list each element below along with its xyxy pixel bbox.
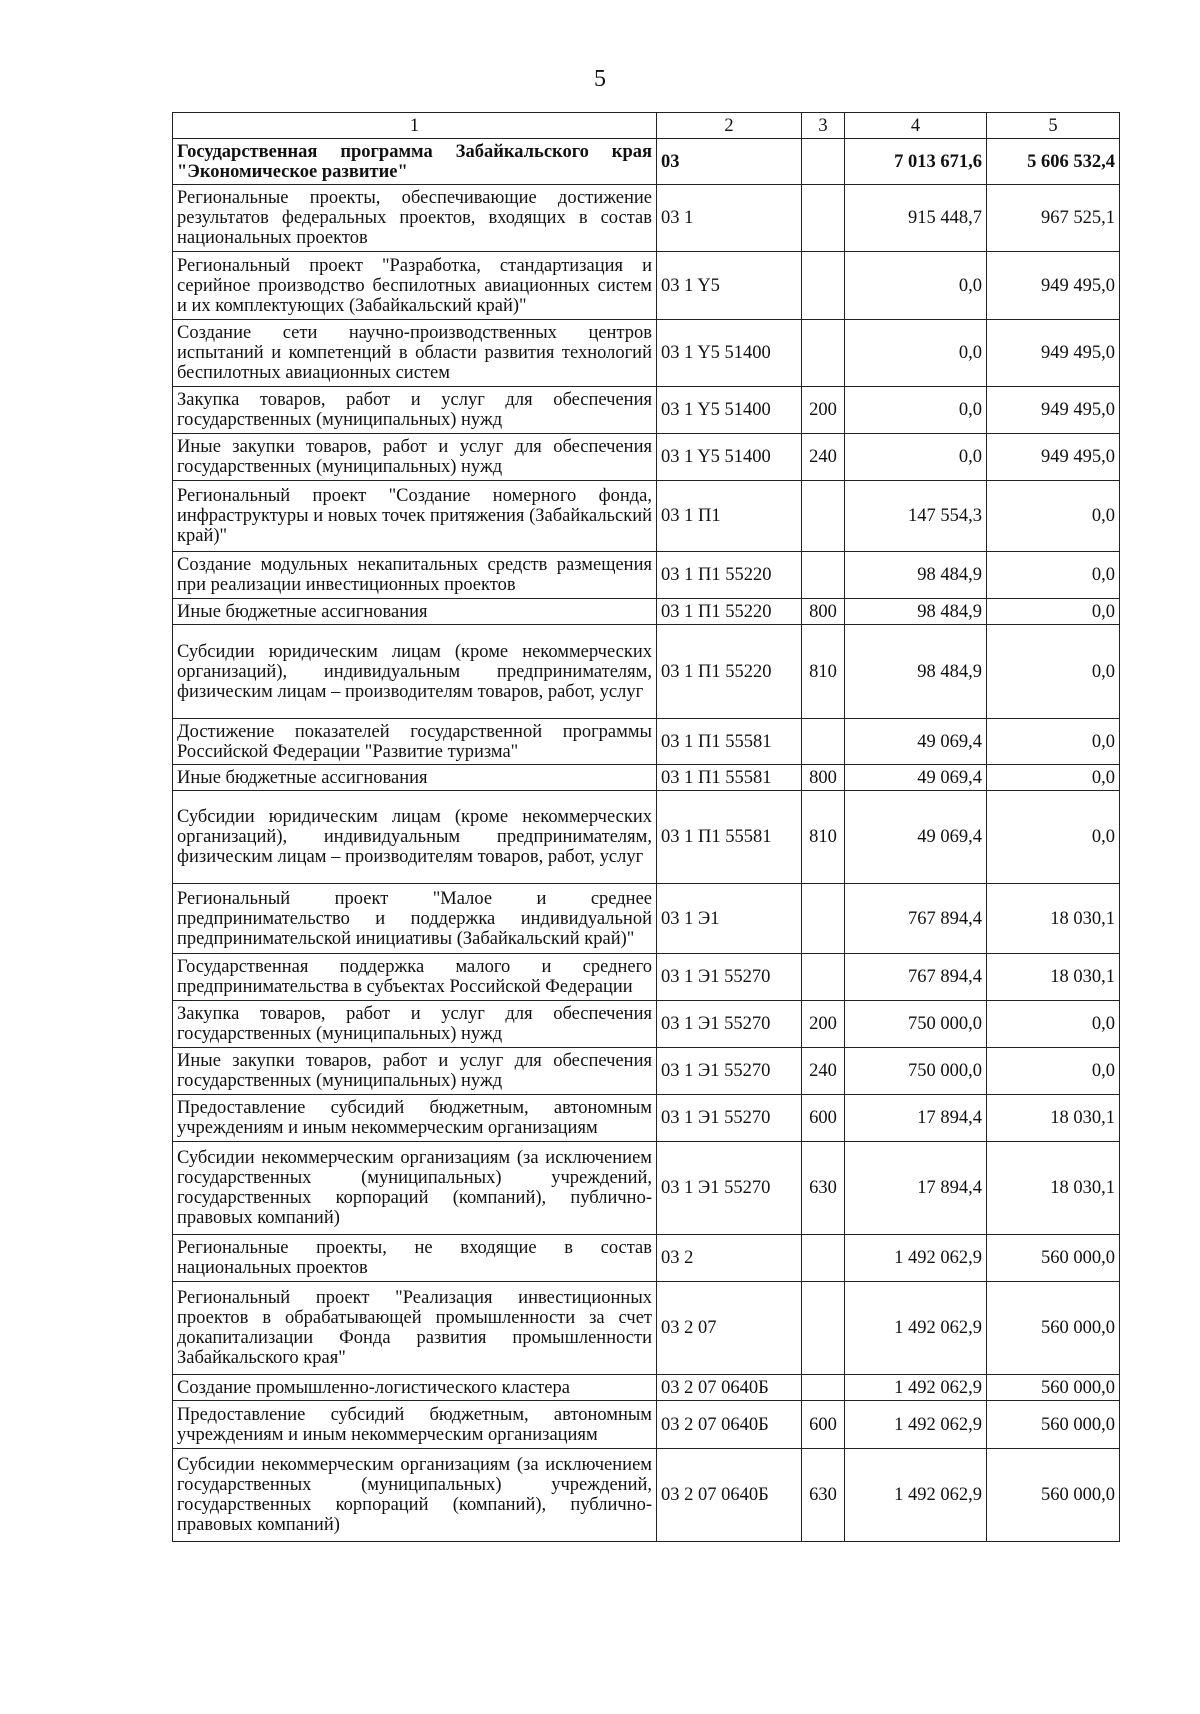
row-name: Предоставление субсидий бюджетным, автономным учреждениям и иным некоммерческим организациям — [173, 1095, 657, 1142]
table-row — [173, 884, 1120, 954]
budget-table — [172, 112, 1120, 1542]
table-row — [173, 625, 1120, 719]
table-row — [173, 599, 1120, 625]
row-amount-col4: 750 000,0 — [845, 1048, 987, 1095]
row-amount-col4: 147 554,3 — [845, 481, 987, 552]
table-row — [173, 320, 1120, 387]
row-name: Региональный проект "Создание номерного фонда, инфраструктуры и новых точек притяжения (Забайкальский край)" — [173, 481, 657, 552]
row-expense-type: 200 — [802, 1001, 845, 1048]
row-expense-type — [802, 252, 845, 320]
row-expense-type — [802, 552, 845, 599]
row-code: 03 1 П1 55581 — [657, 765, 802, 791]
table-row — [173, 1001, 1120, 1048]
row-amount-col4: 915 448,7 — [845, 185, 987, 252]
table-row — [173, 1142, 1120, 1235]
table-row — [173, 1235, 1120, 1282]
row-amount-col4: 0,0 — [845, 434, 987, 481]
row-code: 03 1 П1 55220 — [657, 599, 802, 625]
table-row — [173, 552, 1120, 599]
row-amount-col5: 0,0 — [987, 791, 1120, 884]
row-code: 03 1 П1 55220 — [657, 625, 802, 719]
row-amount-col4: 17 894,4 — [845, 1095, 987, 1142]
row-amount-col5: 0,0 — [987, 481, 1120, 552]
row-amount-col4: 49 069,4 — [845, 791, 987, 884]
table-row — [173, 719, 1120, 765]
table-row — [173, 1375, 1120, 1401]
row-code: 03 2 07 0640Б — [657, 1375, 802, 1401]
table-row — [173, 1282, 1120, 1375]
row-expense-type: 800 — [802, 599, 845, 625]
row-expense-type: 200 — [802, 387, 845, 434]
row-name: Закупка товаров, работ и услуг для обеспечения государственных (муниципальных) нужд — [173, 387, 657, 434]
row-amount-col4: 98 484,9 — [845, 599, 987, 625]
row-amount-col5: 560 000,0 — [987, 1401, 1120, 1449]
row-amount-col4: 49 069,4 — [845, 765, 987, 791]
table-row — [173, 252, 1120, 320]
column-header-2: 2 — [657, 113, 802, 139]
row-expense-type — [802, 185, 845, 252]
column-header-4: 4 — [845, 113, 987, 139]
row-expense-type: 600 — [802, 1401, 845, 1449]
row-code: 03 2 07 — [657, 1282, 802, 1375]
row-name: Предоставление субсидий бюджетным, автономным учреждениям и иным некоммерческим организациям — [173, 1401, 657, 1449]
row-name: Государственная поддержка малого и среднего предпринимательства в субъектах Российской Федерации — [173, 954, 657, 1001]
row-amount-col5: 560 000,0 — [987, 1375, 1120, 1401]
row-expense-type: 240 — [802, 434, 845, 481]
row-code: 03 1 Y5 — [657, 252, 802, 320]
row-code: 03 2 — [657, 1235, 802, 1282]
table-row — [173, 481, 1120, 552]
table-row — [173, 387, 1120, 434]
row-expense-type — [802, 1235, 845, 1282]
row-expense-type — [802, 481, 845, 552]
row-amount-col5: 0,0 — [987, 625, 1120, 719]
row-code: 03 1 Y5 51400 — [657, 434, 802, 481]
row-amount-col4: 0,0 — [845, 387, 987, 434]
table-row — [173, 1401, 1120, 1449]
row-name: Субсидии некоммерческим организациям (за исключением государственных (муниципальных) учреждений, государственных корпораций (компаний), публично-правовых компаний) — [173, 1449, 657, 1542]
row-amount-col5: 18 030,1 — [987, 884, 1120, 954]
row-name: Закупка товаров, работ и услуг для обеспечения государственных (муниципальных) нужд — [173, 1001, 657, 1048]
row-amount-col5: 560 000,0 — [987, 1282, 1120, 1375]
row-amount-col4: 1 492 062,9 — [845, 1375, 987, 1401]
row-code: 03 1 Y5 51400 — [657, 320, 802, 387]
row-name: Достижение показателей государственной программы Российской Федерации "Развитие туризма" — [173, 719, 657, 765]
row-name: Создание сети научно-производственных центров испытаний и компетенций в области развития технологий беспилотных авиационных систем — [173, 320, 657, 387]
row-name: Региональный проект "Реализация инвестиционных проектов в обрабатывающей промышленности за счет докапитализации Фонда развития промышленности Забайкальского края" — [173, 1282, 657, 1375]
row-code: 03 1 П1 55220 — [657, 552, 802, 599]
row-amount-col5: 0,0 — [987, 1001, 1120, 1048]
row-amount-col4: 1 492 062,9 — [845, 1401, 987, 1449]
row-expense-type: 810 — [802, 791, 845, 884]
row-amount-col4: 767 894,4 — [845, 954, 987, 1001]
row-expense-type — [802, 884, 845, 954]
row-amount-col5: 949 495,0 — [987, 252, 1120, 320]
row-code: 03 1 П1 55581 — [657, 791, 802, 884]
row-expense-type: 600 — [802, 1095, 845, 1142]
row-expense-type: 240 — [802, 1048, 845, 1095]
row-code: 03 1 Э1 55270 — [657, 1142, 802, 1235]
row-code: 03 1 П1 — [657, 481, 802, 552]
row-amount-col4: 750 000,0 — [845, 1001, 987, 1048]
row-amount-col5: 0,0 — [987, 719, 1120, 765]
table-row — [173, 1048, 1120, 1095]
table-row — [173, 139, 1120, 185]
row-amount-col4: 1 492 062,9 — [845, 1235, 987, 1282]
row-expense-type: 800 — [802, 765, 845, 791]
row-name: Субсидии юридическим лицам (кроме некоммерческих организаций), индивидуальным предпринимателям, физическим лицам – производителям товаров, работ, услуг — [173, 625, 657, 719]
row-amount-col4: 7 013 671,6 — [845, 139, 987, 185]
row-expense-type: 630 — [802, 1142, 845, 1235]
row-expense-type: 630 — [802, 1449, 845, 1542]
table-header-row — [173, 113, 1120, 139]
row-amount-col4: 17 894,4 — [845, 1142, 987, 1235]
row-name: Региональный проект "Малое и среднее предпринимательство и поддержка индивидуальной предпринимательской инициативы (Забайкальский край)" — [173, 884, 657, 954]
row-amount-col5: 949 495,0 — [987, 320, 1120, 387]
row-code: 03 1 Э1 55270 — [657, 1001, 802, 1048]
table-row — [173, 434, 1120, 481]
page-number: 5 — [594, 66, 606, 92]
row-code: 03 1 — [657, 185, 802, 252]
row-name: Субсидии некоммерческим организациям (за исключением государственных (муниципальных) учреждений, государственных корпораций (компаний), публично-правовых компаний) — [173, 1142, 657, 1235]
table-row — [173, 185, 1120, 252]
row-expense-type — [802, 139, 845, 185]
row-name: Региональные проекты, не входящие в состав национальных проектов — [173, 1235, 657, 1282]
row-name: Государственная программа Забайкальского края "Экономическое развитие" — [173, 139, 657, 185]
row-code: 03 — [657, 139, 802, 185]
row-amount-col4: 0,0 — [845, 320, 987, 387]
row-amount-col5: 0,0 — [987, 552, 1120, 599]
row-code: 03 1 Э1 55270 — [657, 1048, 802, 1095]
row-amount-col5: 949 495,0 — [987, 387, 1120, 434]
row-name: Иные бюджетные ассигнования — [173, 599, 657, 625]
column-header-3: 3 — [802, 113, 845, 139]
row-expense-type: 810 — [802, 625, 845, 719]
row-amount-col4: 98 484,9 — [845, 625, 987, 719]
row-amount-col4: 98 484,9 — [845, 552, 987, 599]
table-row — [173, 1449, 1120, 1542]
row-amount-col4: 1 492 062,9 — [845, 1449, 987, 1542]
row-amount-col5: 0,0 — [987, 1048, 1120, 1095]
row-amount-col5: 18 030,1 — [987, 1142, 1120, 1235]
row-amount-col5: 0,0 — [987, 765, 1120, 791]
row-amount-col5: 18 030,1 — [987, 954, 1120, 1001]
row-amount-col5: 560 000,0 — [987, 1449, 1120, 1542]
row-amount-col5: 0,0 — [987, 599, 1120, 625]
row-amount-col4: 0,0 — [845, 252, 987, 320]
row-amount-col5: 949 495,0 — [987, 434, 1120, 481]
row-code: 03 1 Э1 — [657, 884, 802, 954]
row-amount-col4: 1 492 062,9 — [845, 1282, 987, 1375]
table-row — [173, 765, 1120, 791]
row-amount-col5: 5 606 532,4 — [987, 139, 1120, 185]
row-amount-col4: 49 069,4 — [845, 719, 987, 765]
row-code: 03 1 Э1 55270 — [657, 1095, 802, 1142]
row-expense-type — [802, 954, 845, 1001]
row-amount-col4: 767 894,4 — [845, 884, 987, 954]
row-expense-type — [802, 1375, 845, 1401]
row-code: 03 2 07 0640Б — [657, 1449, 802, 1542]
row-code: 03 1 Э1 55270 — [657, 954, 802, 1001]
row-name: Создание промышленно-логистического кластера — [173, 1375, 657, 1401]
row-expense-type — [802, 719, 845, 765]
row-name: Субсидии юридическим лицам (кроме некоммерческих организаций), индивидуальным предпринимателям, физическим лицам – производителям товаров, работ, услуг — [173, 791, 657, 884]
row-code: 03 1 П1 55581 — [657, 719, 802, 765]
column-header-5: 5 — [987, 113, 1120, 139]
row-code: 03 1 Y5 51400 — [657, 387, 802, 434]
column-header-1: 1 — [173, 113, 657, 139]
row-name: Создание модульных некапитальных средств размещения при реализации инвестиционных проектов — [173, 552, 657, 599]
row-name: Иные бюджетные ассигнования — [173, 765, 657, 791]
row-code: 03 2 07 0640Б — [657, 1401, 802, 1449]
row-expense-type — [802, 320, 845, 387]
row-amount-col5: 967 525,1 — [987, 185, 1120, 252]
row-name: Иные закупки товаров, работ и услуг для обеспечения государственных (муниципальных) нужд — [173, 1048, 657, 1095]
row-expense-type — [802, 1282, 845, 1375]
row-amount-col5: 18 030,1 — [987, 1095, 1120, 1142]
table-row — [173, 1095, 1120, 1142]
table-row — [173, 791, 1120, 884]
row-name: Региональные проекты, обеспечивающие достижение результатов федеральных проектов, входящих в состав национальных проектов — [173, 185, 657, 252]
row-name: Региональный проект "Разработка, стандартизация и серийное производство беспилотных авиационных систем и их комплектующих (Забайкальский край)" — [173, 252, 657, 320]
row-amount-col5: 560 000,0 — [987, 1235, 1120, 1282]
row-name: Иные закупки товаров, работ и услуг для обеспечения государственных (муниципальных) нужд — [173, 434, 657, 481]
table-row — [173, 954, 1120, 1001]
